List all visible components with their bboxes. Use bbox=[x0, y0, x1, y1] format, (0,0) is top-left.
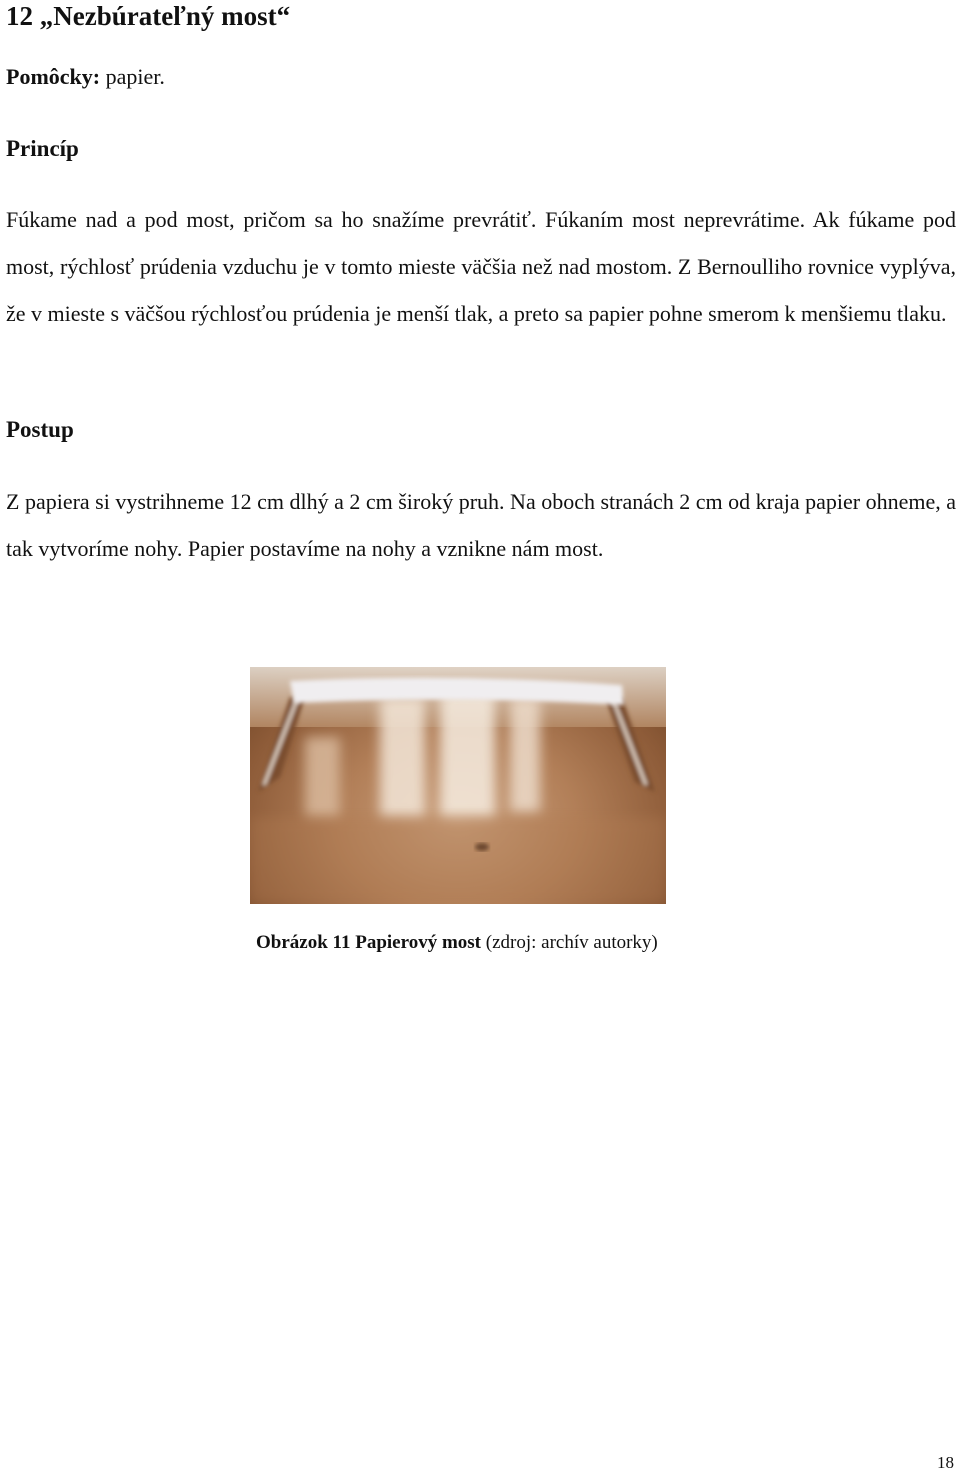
caption-source: (zdroj: archív autorky) bbox=[481, 932, 658, 953]
figure-caption bbox=[256, 930, 666, 956]
paper-bridge-illustration bbox=[250, 667, 666, 904]
caption-label: Obrázok 11 Papierový most bbox=[256, 932, 482, 953]
tools-label: Pomôcky: bbox=[6, 64, 101, 89]
principle-heading: Princíp bbox=[6, 136, 79, 161]
paper-bridge-photo bbox=[250, 667, 666, 904]
section-title: 12 „Nezbúrateľný most“ bbox=[6, 1, 291, 31]
procedure-text: Z papiera si vystrihneme 12 cm dlhý a 2 cm široký pruh. Na oboch stranách 2 cm od kraja papier ohneme, a tak vytvoríme nohy. Papier postavíme na nohy a vznikne nám most. bbox=[6, 489, 956, 561]
page-number: 18 bbox=[937, 1453, 954, 1472]
procedure-heading: Postup bbox=[6, 417, 74, 442]
tools-value: papier. bbox=[100, 64, 165, 89]
principle-text: Fúkame nad a pod most, pričom sa ho snažíme prevrátiť. Fúkaním most neprevrátime. Ak fúkame pod most, rýchlosť prúdenia vzduchu je v tomto mieste väčšia než nad mostom. Z Bernoulliho rovnice vyplýva, že v mieste s väčšou rýchlosťou prúdenia je menší tlak, a preto sa papier pohne smerom k menšiemu tlaku. bbox=[6, 207, 956, 326]
tools-line bbox=[6, 62, 165, 92]
